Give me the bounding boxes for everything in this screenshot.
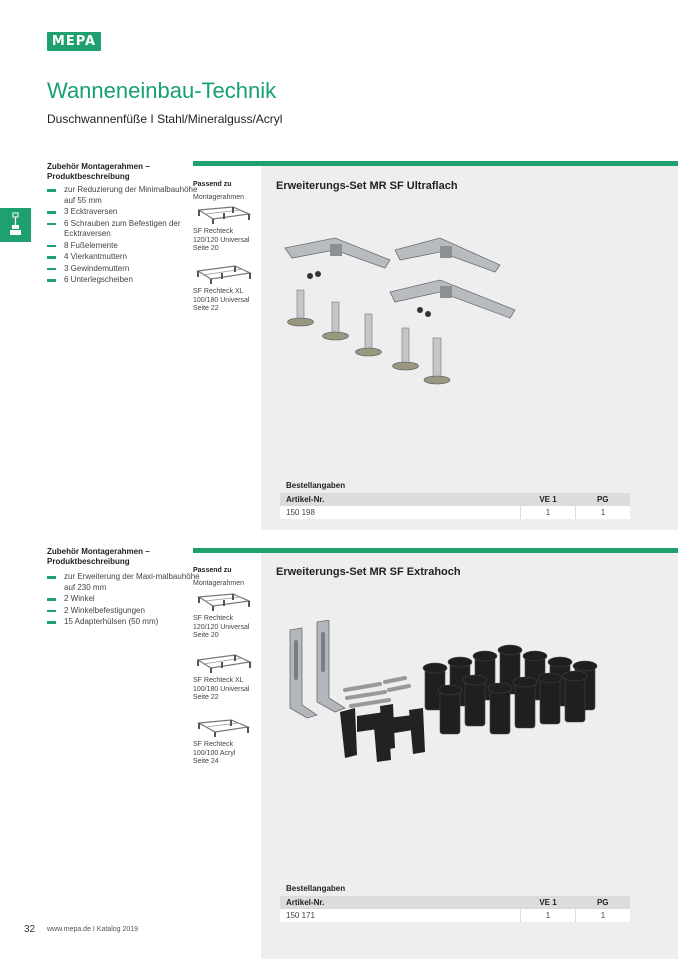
section-2-order-table bbox=[280, 881, 630, 922]
section-1-desc-title: Zubehör Montagerahmen – Produktbeschreibung bbox=[47, 162, 150, 181]
mepa-logo: MEPA bbox=[47, 32, 101, 51]
list-item: zur Reduzierung der Minimalbauhöhe auf 55 mm bbox=[47, 185, 207, 206]
mounting-frame-icon bbox=[193, 264, 253, 284]
section-2-product-title: Erweiterungs-Set MR SF Extrahoch bbox=[276, 566, 461, 578]
frame-name: SF Rechteck bbox=[193, 741, 234, 748]
cell-ve: 1 bbox=[521, 909, 576, 922]
col-pg: PG bbox=[576, 896, 631, 909]
col-ve: VE 1 bbox=[521, 493, 576, 506]
section-2-feature-list bbox=[47, 572, 207, 629]
page-subtitle: Duschwannenfüße I Stahl/Mineralguss/Acryl bbox=[47, 112, 283, 126]
list-item: zur Erweiterung der Maxi-malbauhöhe auf 230 mm bbox=[47, 572, 207, 593]
list-item: 8 Fußelemente bbox=[47, 241, 207, 252]
frame-size: 120/120 Universal bbox=[193, 236, 250, 244]
list-item: 6 Schrauben zum Befestigen der Ecktraversen bbox=[47, 219, 207, 240]
frame-page: Seite 22 bbox=[193, 694, 219, 701]
frame-item bbox=[193, 264, 263, 314]
list-item: 6 Unterlegscheiben bbox=[47, 275, 207, 286]
frame-page: Seite 22 bbox=[193, 305, 219, 312]
bathtub-foot-icon bbox=[0, 208, 31, 242]
product-image-ultraflach bbox=[280, 230, 525, 395]
page-number: 32 bbox=[24, 924, 36, 935]
cell-artikel: 150 171 bbox=[280, 909, 521, 922]
cell-pg: 1 bbox=[600, 508, 606, 517]
table-row bbox=[280, 909, 630, 922]
frame-item bbox=[193, 591, 263, 641]
list-item: 2 Winkel bbox=[47, 594, 207, 605]
frame-name: SF Rechteck XL bbox=[193, 288, 244, 295]
frame-name: SF Rechteck bbox=[193, 615, 234, 622]
frame-page: Seite 20 bbox=[193, 245, 219, 252]
cell-ve: 1 bbox=[521, 506, 576, 519]
frame-page: Seite 20 bbox=[193, 632, 219, 639]
passend-subtitle: Montagerahmen bbox=[193, 580, 244, 587]
frame-page: Seite 24 bbox=[193, 758, 219, 765]
side-tab[interactable] bbox=[0, 208, 31, 242]
frame-size: 120/120 Universal bbox=[193, 623, 250, 631]
mounting-frame-icon bbox=[193, 717, 253, 737]
section-1-feature-list bbox=[47, 185, 207, 287]
passend-title: Passend zu bbox=[193, 181, 232, 188]
frame-name: SF Rechteck bbox=[193, 228, 234, 235]
footer-url[interactable]: www.mepa.de I Katalog 2019 bbox=[47, 926, 139, 933]
list-item: 2 Winkelbefestigungen bbox=[47, 606, 207, 617]
mounting-frame-icon bbox=[193, 591, 253, 611]
frame-name: SF Rechteck XL bbox=[193, 677, 244, 684]
section-2-desc-title: Zubehör Montagerahmen – Produktbeschreibung bbox=[47, 547, 150, 566]
frame-item bbox=[193, 204, 263, 254]
mounting-frame-icon bbox=[193, 653, 253, 673]
list-item: 3 Ecktraversen bbox=[47, 207, 207, 218]
col-artikel: Artikel-Nr. bbox=[280, 493, 521, 506]
passend-title: Passend zu bbox=[193, 567, 232, 574]
passend-subtitle: Montagerahmen bbox=[193, 194, 244, 201]
cell-artikel: 150 198 bbox=[280, 506, 521, 519]
order-title: Bestellangaben bbox=[280, 478, 630, 493]
section-1-product-title: Erweiterungs-Set MR SF Ultraflach bbox=[276, 180, 458, 192]
page-title: Wanneneinbau-Technik bbox=[47, 78, 277, 103]
col-ve: VE 1 bbox=[521, 896, 576, 909]
cell-pg: 1 bbox=[600, 911, 606, 920]
mounting-frame-icon bbox=[193, 204, 253, 224]
frame-item bbox=[193, 653, 263, 703]
frame-size: 100/180 Universal bbox=[193, 685, 250, 693]
product-image-extrahoch bbox=[285, 620, 610, 765]
list-item: 4 Vierkantmuttern bbox=[47, 252, 207, 263]
list-item: 3 Gewindemuttern bbox=[47, 264, 207, 275]
frame-size: 100/100 Acryl bbox=[193, 749, 236, 757]
frame-size: 100/180 Universal bbox=[193, 296, 250, 304]
section-1-order-table bbox=[280, 478, 630, 519]
col-artikel: Artikel-Nr. bbox=[280, 896, 521, 909]
table-row bbox=[280, 506, 630, 519]
frame-item bbox=[193, 717, 263, 767]
col-pg: PG bbox=[576, 493, 631, 506]
order-title: Bestellangaben bbox=[280, 881, 630, 896]
list-item: 15 Adapterhülsen (50 mm) bbox=[47, 617, 207, 628]
